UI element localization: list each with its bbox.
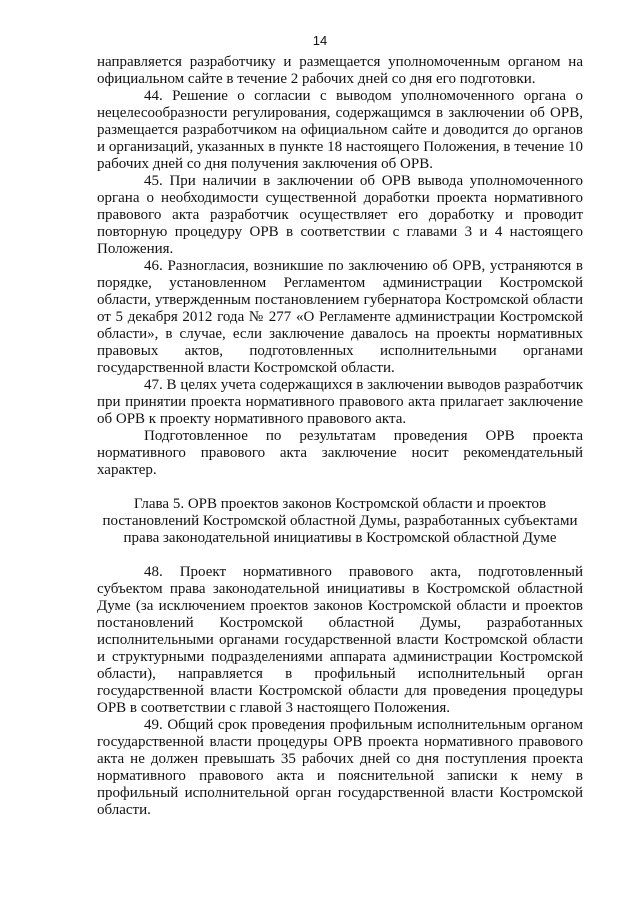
paragraph-47: 47. В целях учета содержащихся в заключении выводов разработчик при принятии проекта нормативного правового акта прилагает заключение об ОРВ к проекту нормативного правового акта. (97, 377, 583, 427)
paragraph-49: 49. Общий срок проведения профильным исполнительным органом государственной власти процедуры ОРВ проекта нормативного правового акта не должен превышать 35 рабочих дней со дня поступления проекта нормативного правового акта и пояснительной записки к нему в профильный исполнительной орган государственной власти Костромской области. (97, 717, 583, 818)
paragraph-45: 45. При наличии в заключении об ОРВ вывода уполномоченного органа о необходимости существенной доработки проекта нормативного правового акта разработчик осуществляет его доработку и проводит повторную процедуру ОРВ в соответствии с главами 3 и 4 настоящего Положения. (97, 173, 583, 257)
chapter-title-line-3: права законодательной инициативы в Костромской областной Думе (123, 530, 557, 546)
chapter-heading (97, 496, 583, 547)
paragraph-continuation: направляется разработчику и размещается уполномоченным органом на официальном сайте в течение 2 рабочих дней со дня его подготовки. (97, 54, 583, 87)
paragraph-46: 46. Разногласия, возникшие по заключению об ОРВ, устраняются в порядке, установленном Регламентом администрации Костромской области, утвержденным постановлением губернатора Костромской области от 5 декабря 2012 года № 277 «О Регламенте администрации Костромской области», в случае, если заключение давалось на проекты нормативных правовых актов, подготовленных исполнительными органами государственной власти Костромской области. (97, 258, 583, 376)
page-number: 14 (312, 33, 328, 48)
chapter-title-line-1: Глава 5. ОРВ проектов законов Костромской области и проектов (133, 496, 547, 512)
paragraph-44: 44. Решение о согласии с выводом уполномоченного органа о нецелесообразности регулирования, содержащимся в заключении об ОРВ, размещается разработчиком на официальном сайте и доводится до органов и организаций, указанных в пункте 18 настоящего Положения, в течение 10 рабочих дней со дня получения заключения об ОРВ. (97, 88, 583, 172)
paragraph-48: 48. Проект нормативного правового акта, подготовленный субъектом права законодательной инициативы в Костромской областной Думе (за исключением проектов законов Костромской области и проектов постановлений Костромской областной Думы, разработанных исполнительными органами государственной власти Костромской области и структурными подразделениями аппарата администрации Костромской области), направляется в профильный исполнительный орган государственной власти Костромской области для проведения процедуры ОРВ в соответствии с главой 3 настоящего Положения. (97, 564, 583, 716)
paragraph-conclusion-note: Подготовленное по результатам проведения ОРВ проекта нормативного правового акта заключение носит рекомендательный характер. (97, 428, 583, 478)
document-body (97, 54, 583, 819)
chapter-title-line-2: постановлений Костромской областной Думы, разработанных субъектами (102, 513, 578, 529)
